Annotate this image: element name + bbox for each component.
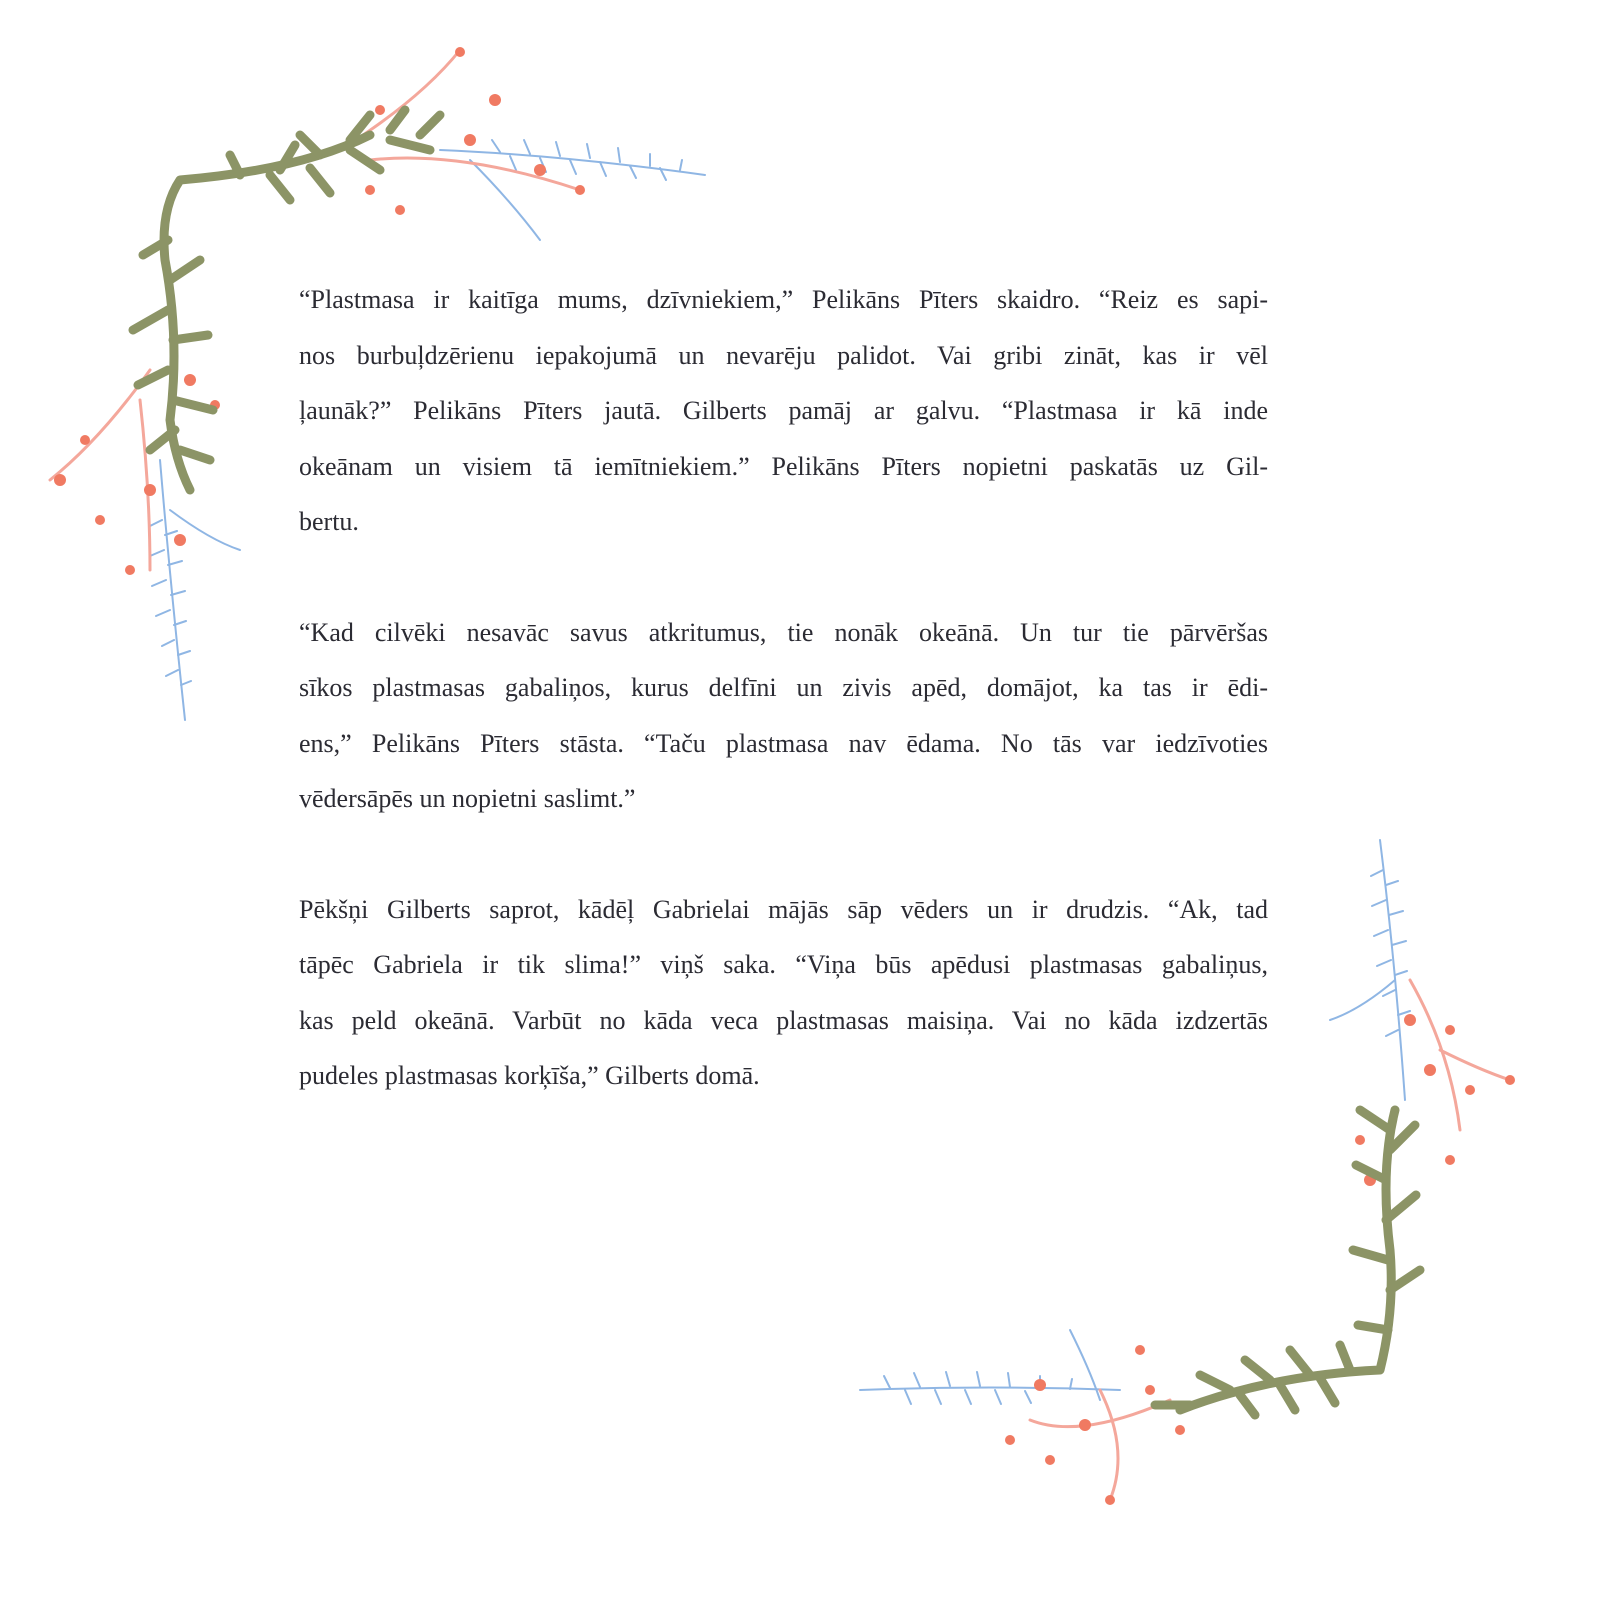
text-line: okeānam un visiem tā iemītniekiem.” Pelikāns Pīters nopietni paskatās uz Gil- (299, 451, 1268, 481)
text-line: bertu. (299, 507, 359, 536)
text-line: nos burbuļdzērienu iepakojumā un nevarēju palidot. Vai gribi zināt, kas ir vēl (299, 340, 1268, 370)
paragraph-3 (299, 887, 1268, 1109)
text-line: kas peld okeānā. Varbūt no kāda veca plastmasas maisiņa. Vai no kāda izdzertās (299, 1005, 1268, 1035)
text-line: “Kad cilvēki nesavāc savus atkritumus, tie nonāk okeānā. Un tur tie pārvēršas (299, 617, 1268, 647)
text-line: “Plastmasa ir kaitīga mums, dzīvniekiem,” Pelikāns Pīters skaidro. “Reiz es sapi- (299, 285, 1268, 314)
text-line: tāpēc Gabriela ir tik slima!” viņš saka. “Viņa būs apēdusi plastmasas gabaliņus, (299, 950, 1268, 979)
text-line: pudeles plastmasas korķīša,” Gilberts domā. (299, 1061, 760, 1090)
story-text (299, 277, 1268, 1164)
paragraph-2 (299, 610, 1268, 832)
text-line: ļaunāk?” Pelikāns Pīters jautā. Gilberts pamāj ar galvu. “Plastmasa ir kā inde (299, 396, 1268, 425)
text-line: Pēkšņi Gilberts saprot, kādēļ Gabrielai mājās sāp vēders un ir drudzis. “Ak, tad (299, 894, 1268, 924)
paragraph-1 (299, 277, 1268, 555)
text-line: ens,” Pelikāns Pīters stāsta. “Taču plastmasa nav ēdama. No tās var iedzīvoties (299, 728, 1268, 758)
text-line: sīkos plastmasas gabaliņos, kurus delfīni un zivis apēd, domājot, ka tas ir ēdi- (299, 673, 1268, 702)
text-line: vēdersāpēs un nopietni saslimt.” (299, 784, 636, 813)
